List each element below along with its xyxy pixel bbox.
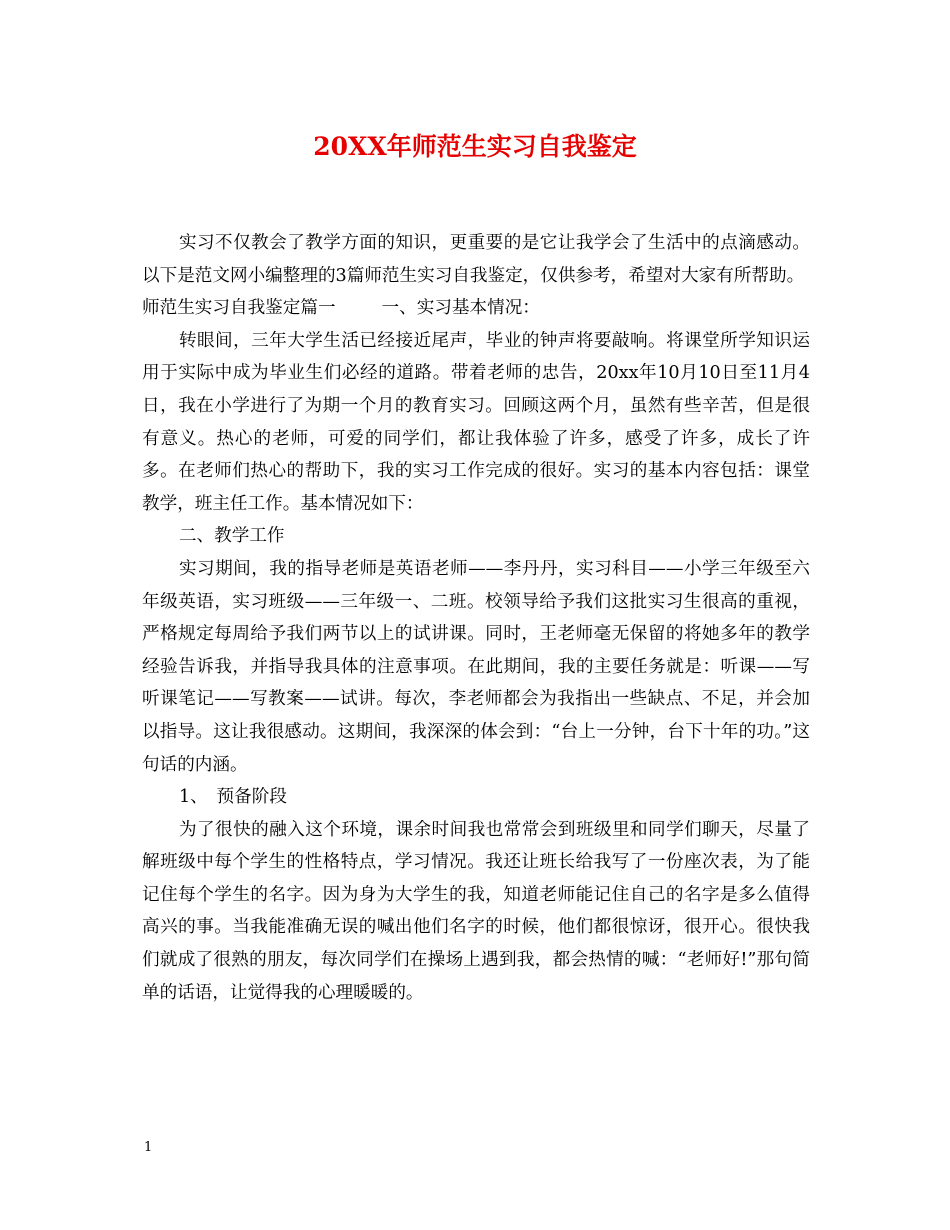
section-heading [142, 292, 810, 325]
preparation-heading: 1、 预备阶段 [178, 787, 287, 808]
section-subheading: 一、实习基本情况： [381, 298, 540, 319]
intro-paragraph: 实习不仅教会了教学方面的知识，更重要的是它让我学会了生活中的点滴感动。以下是范文网小编整理的3篇师范生实习自我鉴定，仅供参考，希望对大家有所帮助。 [142, 233, 810, 286]
teaching-paragraph: 实习期间，我的指导老师是英语老师——李丹丹，实习科目——小学三年级至六年级英语，实习班级——三年级一、二班。校领导给予我们这批实习生很高的重视，严格规定每周给予我们两节以上的试讲课。同时，王老师毫无保留的将她多年的教学经验告诉我，并指导我具体的注意事项。在此期间，我的主要任务就是：听课——写听课笔记——写教案——试讲。每次，李老师都会为我指出一些缺点、不足，并会加以指导。这让我很感动。这期间，我深深的体会到：“台上一分钟，台下十年的功。”这句话的内涵。 [142, 558, 810, 775]
teaching-heading: 二、教学工作 [178, 526, 285, 547]
document-body [142, 227, 810, 1009]
page-number: 1 [144, 1140, 153, 1155]
section-label: 师范生实习自我鉴定篇一 [142, 298, 336, 319]
basic-situation-paragraph: 转眼间，三年大学生活已经接近尾声，毕业的钟声将要敲响。将课堂所学知识运用于实际中成为毕业生们必经的道路。带着老师的忠告，20xx年10月10日至11月4日，我在小学进行了为期一个月的教育实习。回顾这两个月，虽然有些辛苦，但是很有意义。热心的老师，可爱的同学们，都让我体验了许多，感受了许多，成长了许多。在老师们热心的帮助下，我的实习工作完成的很好。实习的基本内容包括：课堂教学，班主任工作。基本情况如下： [142, 330, 810, 514]
preparation-paragraph: 为了很快的融入这个环境，课余时间我也常常会到班级里和同学们聊天，尽量了解班级中每个学生的性格特点，学习情况。我还让班长给我写了一份座次表，为了能记住每个学生的名字。因为身为大学生的我，知道老师能记住自己的名字是多么值得高兴的事。当我能准确无误的喊出他们名字的时候，他们都很惊讶，很开心。很快我们就成了很熟的朋友，每次同学们在操场上遇到我，都会热情的喊：“老师好!”那句简单的话语，让觉得我的心理暖暖的。 [142, 819, 810, 1003]
document-title: 20XX年师范生实习自我鉴定 [313, 132, 637, 161]
